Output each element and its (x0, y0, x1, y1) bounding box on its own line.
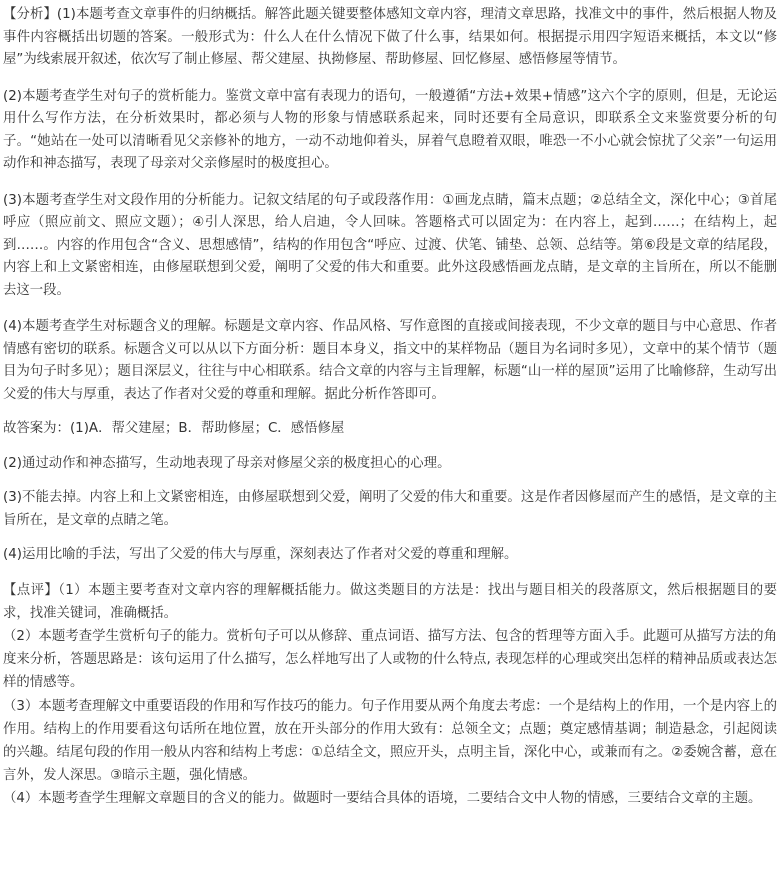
review-paragraph-4: （4）本题考查学生理解文章题目的含义的能力。做题时一要结合具体的语境，二要结合文中人物的情感，三要结合文章的主题。 (3, 791, 762, 807)
analysis-paragraph-4: (4)本题考查学生对标题含义的理解。标题是文章内容、作品风格、写作意图的直接或间接表现，不少文章的题目与中心意思、作者情感有密切的联系。标题含义可以从以下方面分析：题目本身义，指文中的某样物品（题目为名词时多见），文章中的某个情节（题目为句子时多见）；题目深层义，往往与中心相联系。结合文章的内容与主旨理解，标题“山一样的屋顶”运用了比喻修辞，生动写出父爱的伟大与厚重，表达了作者对父爱的尊重和理解。据此分析作答即可。 (3, 319, 777, 402)
answer-line-1: 故答案为：(1)A．帮父建屋；B．帮助修屋；C．感悟修屋 (3, 421, 345, 436)
review-paragraph-3: （3）本题考查理解文中重要语段的作用和写作技巧的能力。句子作用要从两个角度去考虑：一个是结构上的作用，一个是内容上的作用。结构上的作用要看这句话所在地位置，放在开头部分的作用大致有：总领全文；点题；奠定感情基调；制造悬念，引起阅读的兴趣。结尾句段的作用一般从内容和结构上考虑：①总结全文，照应开头，点明主旨，深化中心，或兼而有之。②委婉含蓄，意在言外，发人深思。③暗示主题，强化情感。 (3, 698, 777, 784)
review-paragraph-1: 【点评】（1）本题主要考查对文章内容的理解概括能力。做这类题目的方法是：找出与题目相关的段落原文，然后根据题目的要求，找准关键词，准确概括。 (3, 582, 777, 621)
analysis-paragraph-3: (3)本题考查学生对文段作用的分析能力。记叙文结尾的句子或段落作用：①画龙点睛，篇末点题；②总结全文，深化中心；③首尾呼应（照应前文、照应文题）；④引人深思，给人启迪，令人回味。答题格式可以固定为：在内容上，起到……；在结构上，起到……。内容的作用包含“含义、思想感情”，结构的作用包含“呼应、过渡、伏笔、铺垫、总领、总结等。第⑥段是文章的结尾段，内容上和上文紧密相连，由修屋联想到父爱，阐明了父爱的伟大和重要。此外这段感悟画龙点睛，是文章的主旨所在，所以不能删去这一段。 (3, 192, 777, 298)
review-paragraph-2: （2）本题考查学生赏析句子的能力。赏析句子可以从修辞、重点词语、描写方法、包含的哲理等方面入手。此题可从描写方法的角度来分析，答题思路是：该句运用了什么描写，怎么样地写出了人或物的什么特点, 表现怎样的心理或突出怎样的精神品质或表达怎样的情感等。 (3, 628, 777, 691)
answer-line-4: (4)运用比喻的手法，写出了父爱的伟大与厚重，深刻表达了作者对父爱的尊重和理解。 (3, 547, 518, 562)
analysis-paragraph-2: (2)本题考查学生对句子的赏析能力。鉴赏文章中富有表现力的语句，一般遵循“方法+效果+情感”这六个字的原则，但是，无论运用什么写作方法，在分析效果时，都必须与人物的形象与情感联系起来，同时还要有全局意识，即联系全文来鉴赏要分析的句子。“她站在一处可以清晰看见父亲修补的地方，一动不动地仰着头，屏着气息瞪着双眼，唯恐一不小心就会惊扰了父亲”一句运用动作和神态描写，表现了母亲对父亲修屋时的极度担心。 (3, 88, 777, 171)
answer-line-2: (2)通过动作和神态描写，生动地表现了母亲对修屋父亲的极度担心的心理。 (3, 455, 451, 471)
analysis-paragraph-1: 【分析】(1)本题考查文章事件的归纳概括。解答此题关键要整体感知文章内容，理清文章思路，找准文中的事件，然后根据人物及事件内容概括出切题的答案。一般形式为：什么人在什么情况下做了什么事，结果如何。根据提示用四字短语来概括，本文以“修屋”为线索展开叙述，依次写了制止修屋、帮父建屋、执拗修屋、帮助修屋、回忆修屋、感悟修屋等情节。 (3, 7, 777, 67)
answer-line-3: (3)不能去掉。内容上和上文紧密相连，由修屋联想到父爱，阐明了父爱的伟大和重要。这是作者因修屋而产生的感悟，是文章的主旨所在，是文章的点睛之笔。 (3, 490, 777, 528)
